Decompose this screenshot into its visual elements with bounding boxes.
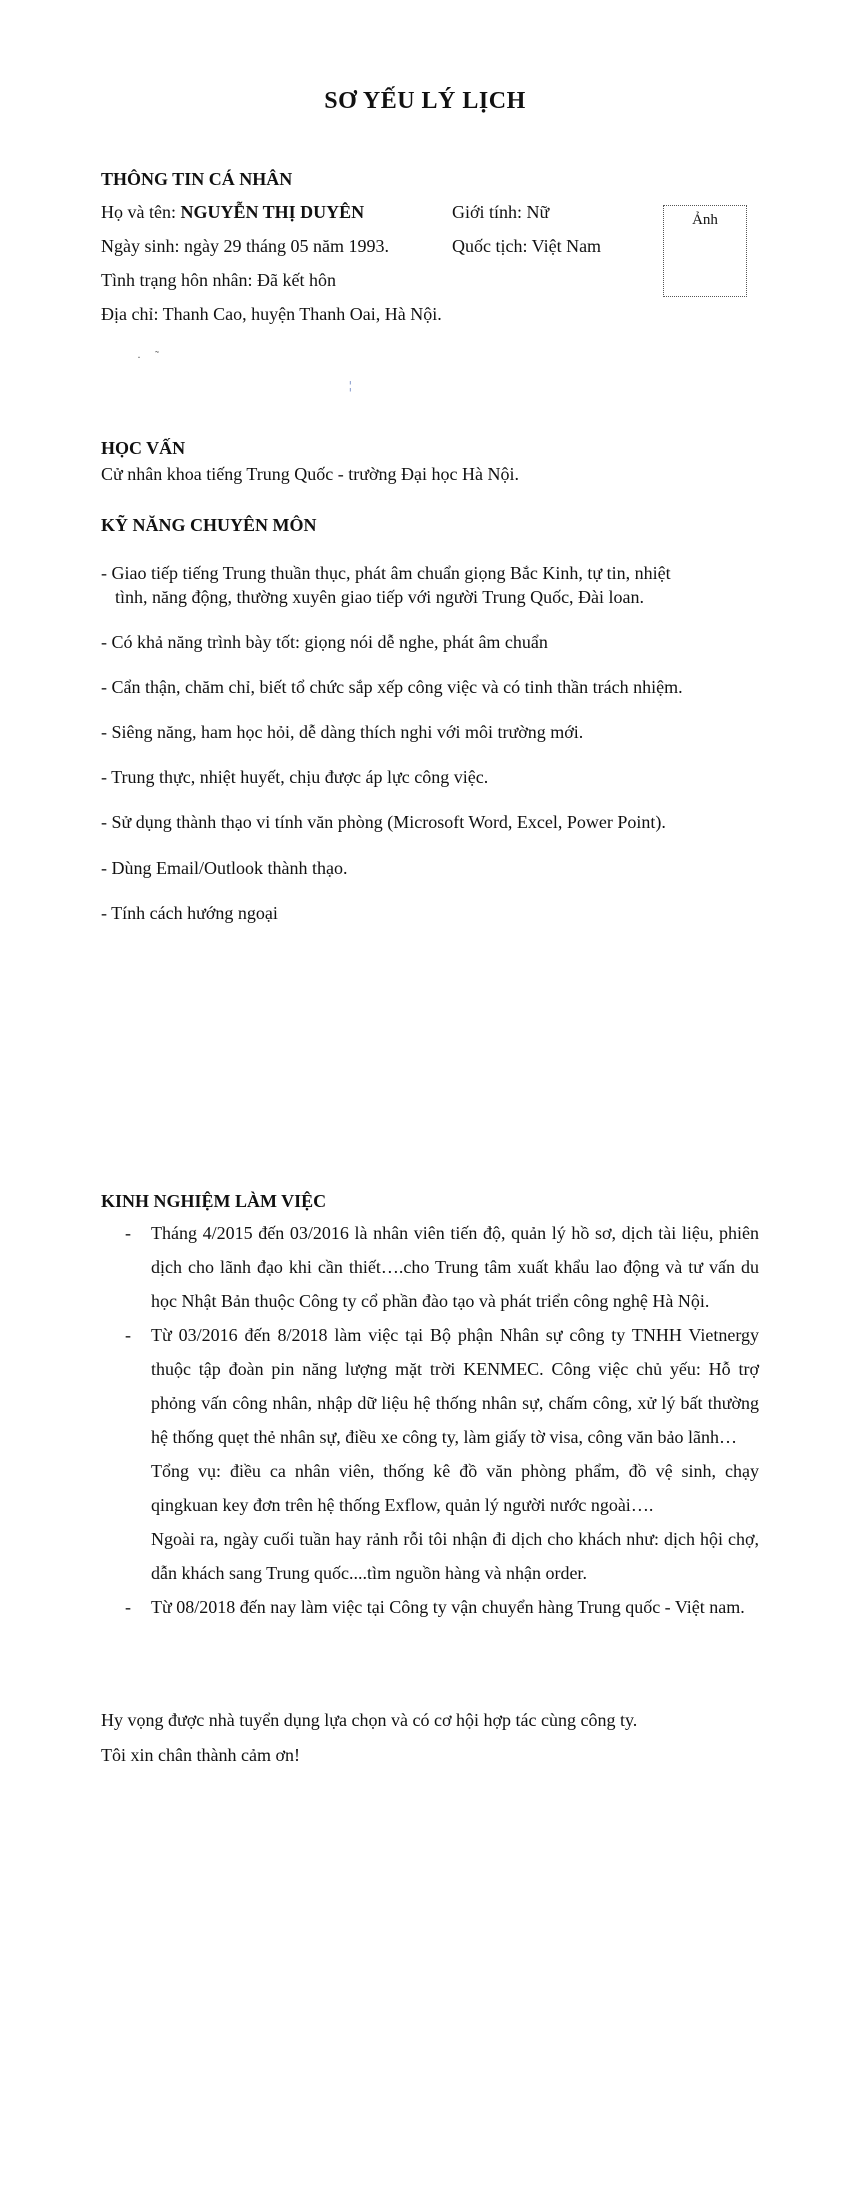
skill-item: - Siêng năng, ham học hỏi, dễ dàng thích nghi với môi trường mới. [101, 722, 584, 742]
full-name [101, 202, 364, 223]
closing-thanks: Tôi xin chân thành cảm ơn! [101, 1745, 300, 1765]
scan-artifact: ˜ [155, 348, 159, 362]
education-heading: HỌC VẤN [101, 438, 186, 458]
marital-status: Tình trạng hôn nhân: Đã kết hôn [101, 270, 336, 290]
skill-item: - Cẩn thận, chăm chỉ, biết tổ chức sắp xếp công việc và có tinh thần trách nhiệm. [101, 677, 683, 697]
bullet-dash: - [125, 1325, 131, 1345]
name-value: NGUYỄN THỊ DUYÊN [175, 202, 365, 222]
skill-item: - Dùng Email/Outlook thành thạo. [101, 858, 348, 878]
bullet-dash: - [125, 1597, 131, 1617]
skills-heading: KỸ NĂNG CHUYÊN MÔN [101, 515, 317, 535]
document-title: SƠ YẾU LÝ LỊCH [324, 88, 526, 114]
education-text: Cử nhân khoa tiếng Trung Quốc - trường Đại học Hà Nội. [101, 464, 519, 484]
experience-item [101, 1216, 759, 1318]
personal-info-heading: THÔNG TIN CÁ NHÂN [101, 169, 293, 189]
experience-text: Tháng 4/2015 đến 03/2016 là nhân viên tiến độ, quản lý hồ sơ, dịch tài liệu, phiên dịch cho lãnh đạo khi cần thiết….cho Trung tâm xuất khẩu lao động và tư vấn du học Nhật Bản thuộc Công ty cổ phần đào tạo và phát triển công nghệ Hà Nội. [151, 1223, 759, 1311]
skill-item: - Sử dụng thành thạo vi tính văn phòng (Microsoft Word, Excel, Power Point). [101, 812, 666, 832]
skill-item: - Trung thực, nhiệt huyết, chịu được áp lực công việc. [101, 767, 489, 787]
experience-item [101, 1318, 759, 1454]
nationality: Quốc tịch: Việt Nam [452, 236, 602, 256]
closing-line: Hy vọng được nhà tuyển dụng lựa chọn và có cơ hội hợp tác cùng công ty. [101, 1710, 638, 1730]
skill-item: - Tính cách hướng ngoại [101, 903, 278, 923]
experience-paragraph: Tổng vụ: điều ca nhân viên, thống kê đồ văn phòng phẩm, đồ vệ sinh, chạy qingkuan key đơn trên hệ thống Exflow, quản lý người nước ngoài…. [151, 1461, 759, 1515]
experience-paragraph: Ngoài ra, ngày cuối tuần hay rảnh rỗi tôi nhận đi dịch cho khách như: dịch hội chợ, dẫn khách sang Trung quốc....tìm nguồn hàng và nhận order. [151, 1529, 759, 1583]
photo-placeholder [663, 205, 747, 297]
experience-list [101, 1216, 759, 1624]
skill-text-continued: tình, năng động, thường xuyên giao tiếp với người Trung Quốc, Đài loan. [115, 587, 645, 607]
experience-text: Từ 03/2016 đến 8/2018 làm việc tại Bộ phận Nhân sự công ty TNHH Vietnergy thuộc tập đoàn pin năng lượng mặt trời KENMEC. Công việc chủ yếu: Hỗ trợ phỏng vấn công nhân, nhập dữ liệu hệ thống nhân sự, chấm công, xử lý bất thường hệ thống quẹt thẻ nhân sự, điều xe công ty, làm giấy tờ visa, công văn bảo lãnh… [151, 1325, 759, 1447]
gender: Giới tính: Nữ [452, 202, 550, 222]
experience-text: Từ 08/2018 đến nay làm việc tại Công ty vận chuyển hàng Trung quốc - Việt nam. [151, 1597, 745, 1617]
experience-heading: KINH NGHIỆM LÀM VIỆC [101, 1191, 327, 1211]
address: Địa chỉ: Thanh Cao, huyện Thanh Oai, Hà Nội. [101, 304, 442, 324]
bullet-dash: - [125, 1223, 131, 1243]
skill-item [101, 561, 741, 609]
scan-artifact: · [137, 350, 141, 364]
experience-item [101, 1590, 759, 1624]
scan-artifact: ¦ [349, 378, 352, 392]
skill-item: - Có khả năng trình bày tốt: giọng nói dễ nghe, phát âm chuẩn [101, 632, 548, 652]
photo-label: Ảnh [692, 212, 718, 228]
date-of-birth: Ngày sinh: ngày 29 tháng 05 năm 1993. [101, 236, 389, 256]
skill-text: - Giao tiếp tiếng Trung thuần thục, phát âm chuẩn giọng Bắc Kinh, tự tin, nhiệt [101, 563, 671, 583]
name-label: Họ và tên: [101, 202, 176, 222]
